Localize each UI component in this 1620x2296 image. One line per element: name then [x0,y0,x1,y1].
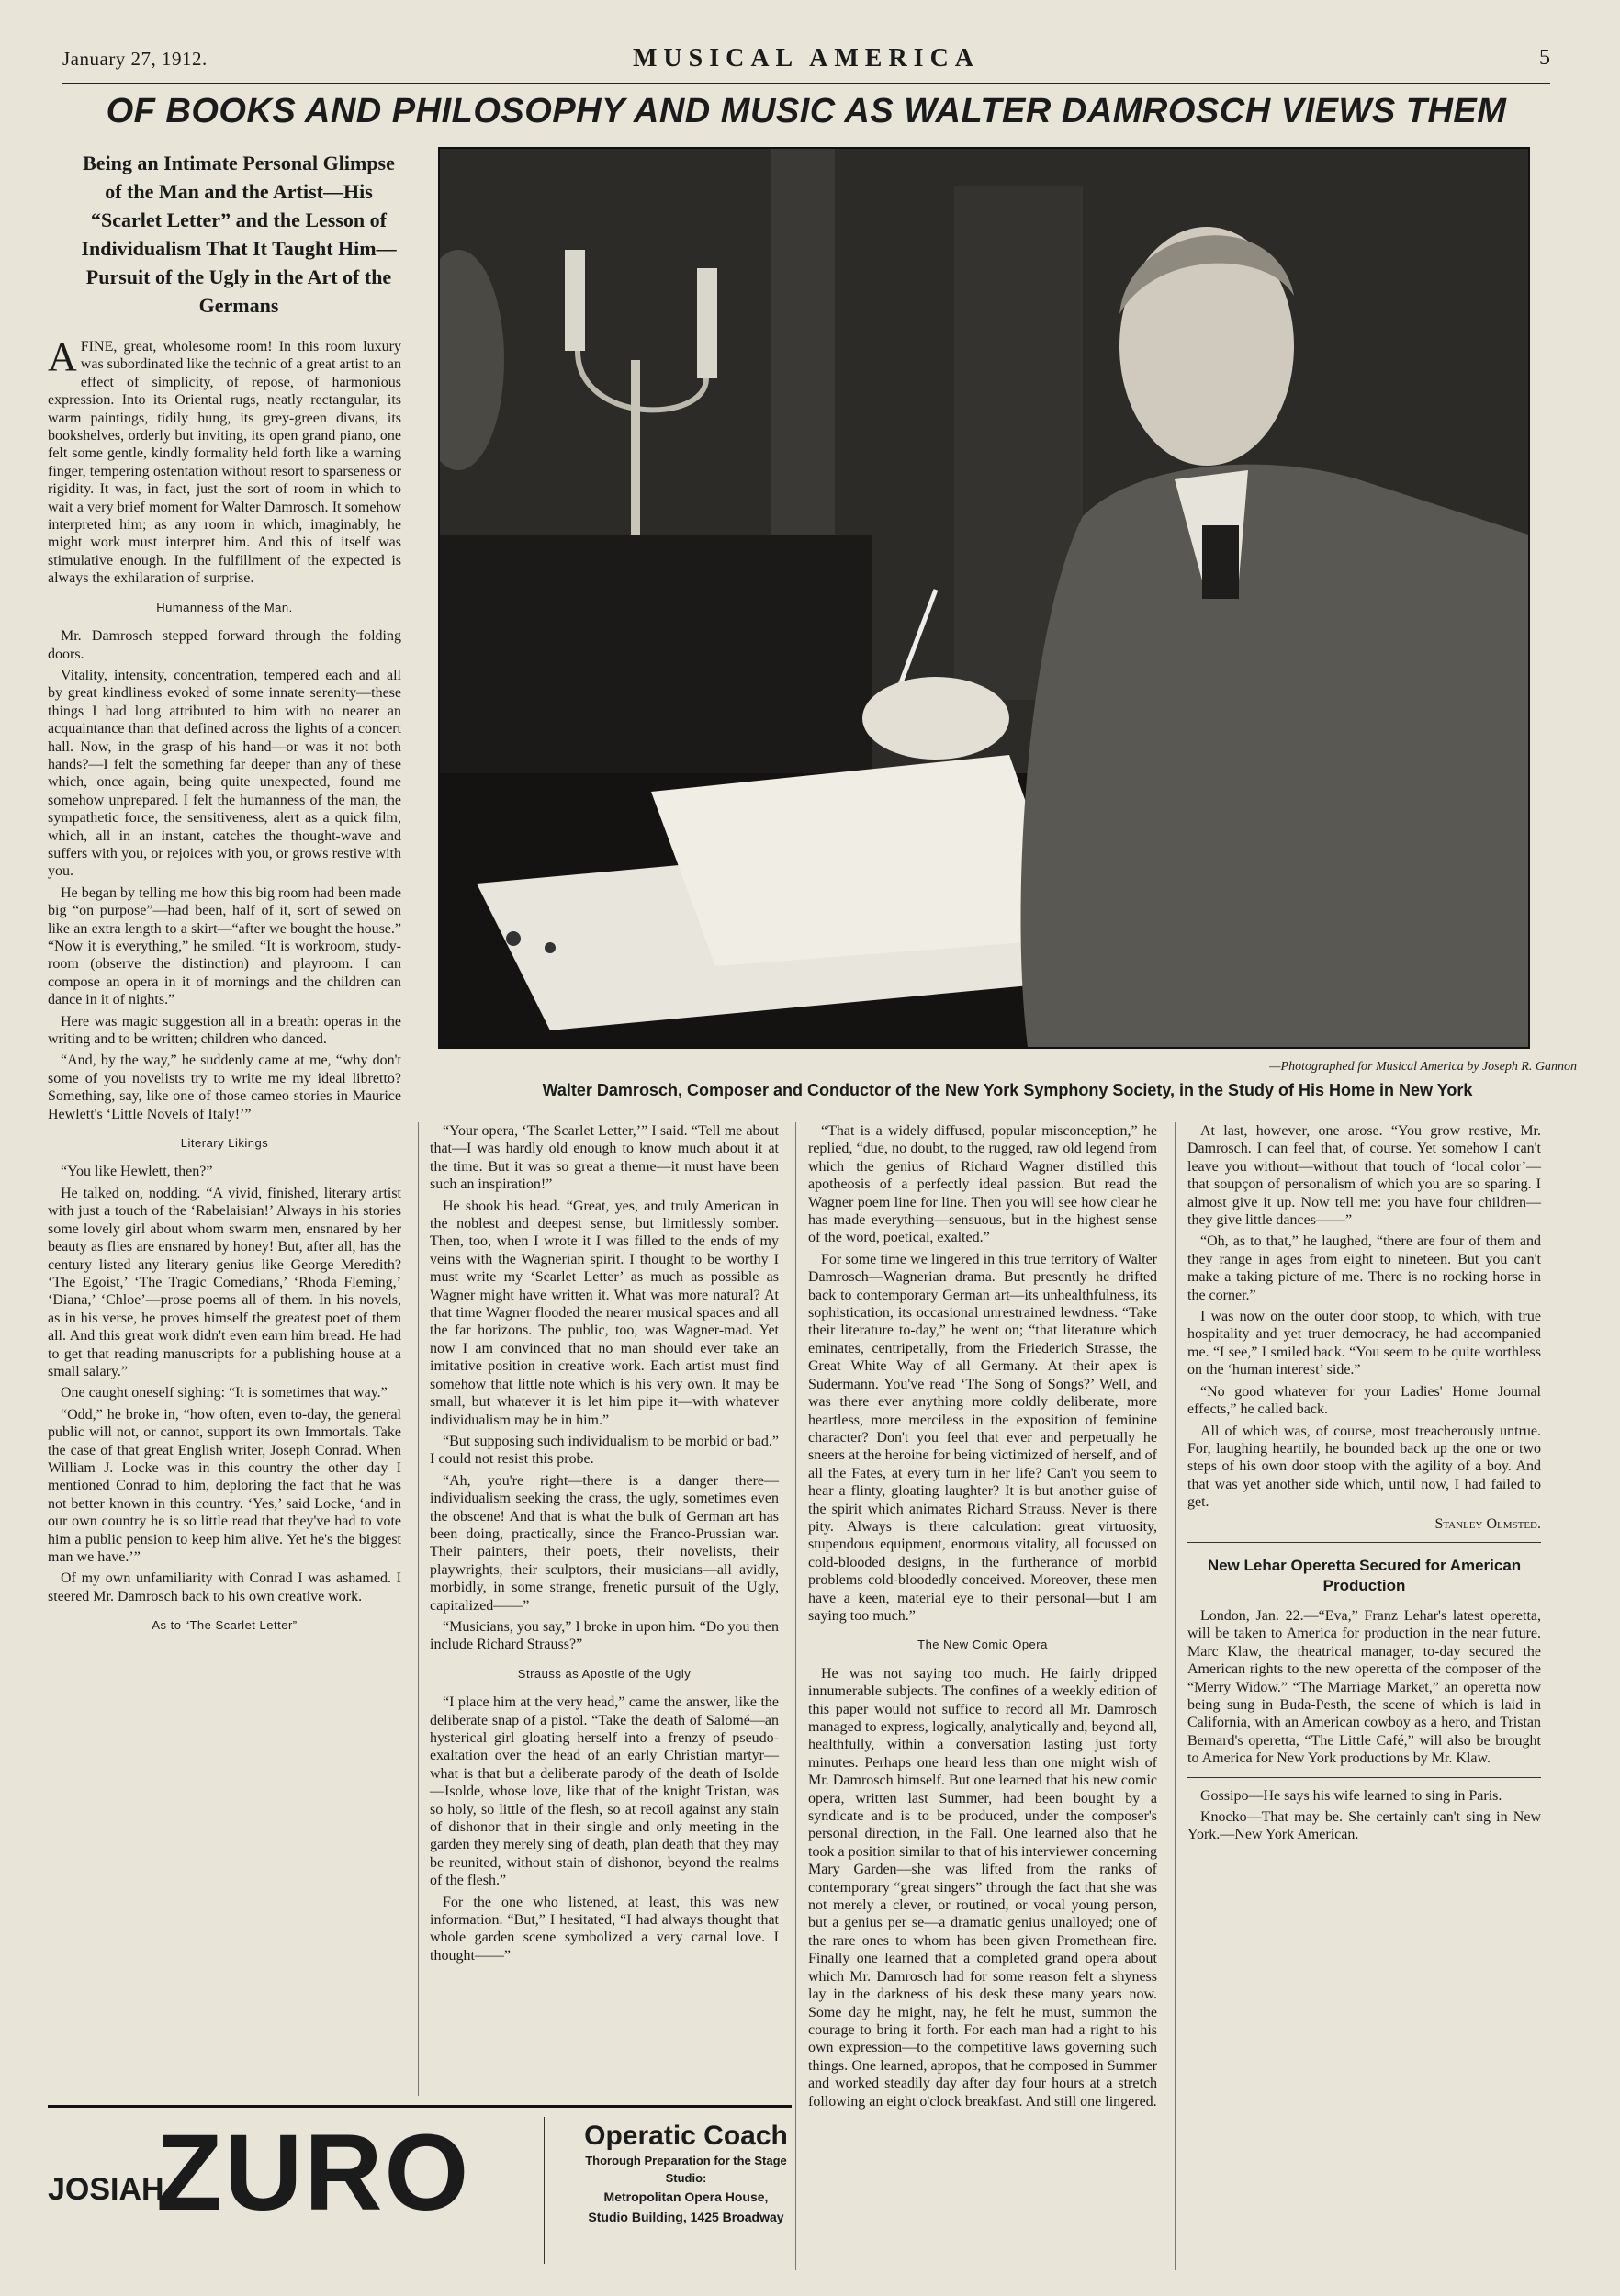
paragraph: For the one who listened, at least, this was new information. “But,” I hesitated, “I had always thought that whole garden scene symbolized a very carnal love. I thought——” [430,1894,779,1964]
ad-divider [544,2117,545,2264]
photo-caption: Walter Damrosch, Composer and Conductor of the New York Symphony Society, in the Study of His Home in New York [542,1081,1473,1099]
paragraph: I was now on the outer door stoop, to which, with true hospitality and yet truer democracy, he had accompanied me. “I see,” I smiled back. “You seem to be quite worthless on the ‘human interest’ side.” [1187,1309,1541,1379]
paragraph: “Odd,” he broke in, “how often, even to-day, the general public will not, or cannot, support its own Immortals. Take the case of that great English writer, Joseph Conrad. When William J. Locke was in this country the other day I mentioned Conrad to him, deploring the fact that he was not better known in this country. ‘Yes,’ said Locke, ‘and in our own country he is so little read that they've had to vote him a public pension to keep him alive. Yet he's the biggest man we have.’” [48,1406,401,1565]
paragraph: He began by telling me how this big room had been made big “on purpose”—had been, half of it, sort of sewed on like an extra length to a skirt—“after we bought the house.” “Now it is everything,” he smiled. “It is workroom, study-room (observe the distinction) and playroom. I can compose an opera in it of mornings and the children can dance in it of nights.” [48,884,401,1008]
paragraph: “And, by the way,” he suddenly came at me, “why don't some of you novelists try to write me my ideal libretto? Something, say, like one of those cameo stories in Maurice Hewlett's ‘Little Novels of Italy!’” [48,1052,401,1122]
joke-line: Gossipo—He says his wife learned to sing in Paris. [1200,1787,1502,1804]
paragraph: “That is a widely diffused, popular misconception,” he replied, “due, no doubt, to the rugged, raw old legend from which the genius of Richard Wagner distilled this apotheosis of a perfectly ideal passion. But read the Wagner poem line for line. Then you will see how clear he has made everything—sensuous, but in the highest sense of the word, poetical, exalted.” [808,1123,1157,1246]
paragraph: He talked on, nodding. “A vivid, finished, literary artist with just a touch of the ‘Rabelaisian!’ Always in his stories some lovely girl about whom swarm men, ensnared by her beauty as flies are ensnared by honey! But, after all, has the century listed any literary genius like George Meredith? ‘The Egoist,’ ‘The Tragic Comedians,’ ‘Rhoda Fleming,’ ‘Diana,’ ‘Chloe’—prose poems all of them. In his novels, as in his verse, he proves himself the greatest poet of them all. And this great work didn't even earn him bread. He had to get that reading manuscripts for a publishing house at a small salary.” [48,1185,401,1379]
paragraph: “But supposing such individualism to be morbid or bad.” I could not resist this probe. [430,1433,779,1468]
paragraph: “No good whatever for your Ladies' Home Journal effects,” he called back. [1187,1383,1541,1418]
ad-line: Studio: [665,2171,707,2185]
ad-address: Metropolitan Opera House, [603,2189,769,2204]
photo-credit: —Photographed for Musical America by Joseph R. Gannon [1269,1060,1577,1074]
ad-headline: Operatic Coach [584,2121,788,2151]
article-column-3 [808,1122,1157,2114]
paragraph: “You like Hewlett, then?” [61,1164,213,1180]
lehar-body: London, Jan. 22.—“Eva,” Franz Lehar's latest operetta, will be taken to America for production in the near future. Marc Klaw, the theatrical manager, to-day secured the American rights to the new operetta of the composer of the “Merry Widow.” “The Marriage Market,” an operetta now being sung in Buda-Pesth, the scene of which is laid in California, with an American cowboy as a hero, and Tristan Bernard's operetta, “The Little Café,” will also be brought to America for New York productions by Mr. Klaw. [1187,1607,1541,1767]
paragraph: Here was magic suggestion all in a breath: operas in the writing and to be written; children who danced. [48,1013,401,1048]
paragraph: Mr. Damrosch stepped forward through the folding doors. [48,628,401,662]
paragraph: “Musicians, you say,” I broke in upon him. “Do you then include Richard Strauss?” [430,1618,779,1653]
intro-text: FINE, great, wholesome room! In this room luxury was subordinated like the technic of a great artist to an effect of simplicity, of repose, of harmonious expression. Into its Oriental rugs, neatly rectangular, its warm paintings, tidily hung, its grey-green divans, its bookshelves, orderly but inviting, its open grand piano, one felt some gentle, kindly formality held forth like a warning finger, tempering ostentation without resort to sparseness or rigidity. It was, in fact, just the sort of room in which to wait a very brief moment for Walter Damrosch. It somehow interpreted him; as any room in which, imaginably, he might work must interpret him. And this of itself was stimulative enough. In the fulfillment of the expected is always the exhilaration of surprise. [48,339,401,587]
ad-line: Thorough Preparation for the Stage [585,2154,787,2167]
paragraph: “I place him at the very head,” came the answer, like the deliberate snap of a pistol. “Take the death of Salomé—an hysterical girl gloating herself into a frenzy of pseudo-exaltation over the head of an early Christian martyr—what is that but a deliberate parody of the death of Isolde—Isolde, whose love, like that of the knight Tristan, was so holy, so little of the flesh, so at recoil against any stain of dishonor that in their single and only meeting in the garden they merely sing of death, plan death that they may be reunited, without stain of dishonor, beyond the realms of the flesh.” [430,1694,779,1889]
paragraph: Of my own unfamiliarity with Conrad I was ashamed. I steered Mr. Damrosch back to his own creative work. [48,1570,401,1604]
drop-cap: A [48,334,77,379]
ad-address: Studio Building, 1425 Broadway [588,2210,784,2224]
intro-paragraph [48,334,401,588]
zuro-advertisement [48,2105,792,2273]
section-divider [1187,1777,1541,1778]
page-headline: OF BOOKS AND PHILOSOPHY AND MUSIC AS WALTER DAMROSCH VIEWS THEM [106,92,1507,130]
column-rule [795,1122,796,2270]
author-signature: Stanley Olmsted. [1434,1515,1541,1532]
paragraph: He shook his head. “Great, yes, and truly American in the noblest and deepest sense, but limitlessly somber. Then, too, when I wrote it I was filled to the ends of my veins with the Wagnerian spirit. I thought to be worthy I must write my ‘Scarlet Letter’ as much as possible as Wagner might have written it. What was more natural? At that time Wagner flooded the nearer musical spaces and all the far horizons. The public, too, was Wagner-mad. Yet now I am convinced that no man should ever take an imitative position in creative work. Each artist must find somehow that little note which is his very own. It may be small, but whatever it is let him pipe it—with whatever individualism may be in him.” [430,1198,779,1428]
joke-line: Knocko—That may be. She certainly can't sing in New York.—New York American. [1187,1809,1541,1843]
ad-last-name: ZURO [156,2112,471,2234]
damrosch-photograph [438,147,1530,1049]
subhead-strauss: Strauss as Apostle of the Ugly [517,1666,692,1681]
paragraph: “Your opera, ‘The Scarlet Letter,’” I said. “Tell me about that—I was hardly old enough to know much about it at the time. But it was so great a theme—it must have been such an inspiration!” [430,1123,779,1193]
column-rule [418,1122,419,2096]
publication-title: MUSICAL AMERICA [632,44,981,73]
subhead-scarlet-letter: As to “The Scarlet Letter” [152,1618,298,1633]
article-column-4 [1187,1122,1541,1848]
paragraph: He was not saying too much. He fairly dripped innumerable subjects. The confines of a weekly edition of this paper would not suffice to record all Mr. Damrosch managed to express, logically, analytically and, beyond all, healthfully, within a conversation lasting just forty minutes. Perhaps one heard less than one might wish of Mr. Damrosch himself. But one learned that his new comic opera, written last Summer, had been bought by a syndicate and is to be produced, under the composer's personal direction, in the Fall. One learned also that he took a position similar to that of his interviewer concerning Mary Garden—she was lifted from the ranks of contemporary “great singers” through the fact that she was not merely a clever, or routined, or vocal young person, but a genius per se—a dramatic genius unalloyed; one of the rare ones to whom has been given Promethean fire. Finally one learned that a completed grand opera about which Mr. Damrosch had for some reason felt a shyness lay in the darkness of his desk these many years now. Some day he might, nay, he felt he must, summon the courage to bring it forth. For each man had a right to his own expression—to the competitive laws governing such things. One learned, apropos, that he composed in Summer and worked steadily day after day four hours at a stretch following an eight o'clock breakfast. And still one lingered. [808,1665,1157,2110]
paragraph: “Ah, you're right—there is a danger there—individualism seeking the crass, the ugly, sometimes even the obscene! And that is what the bulk of German art has been doing, practically, since the Franco-Prussian war. Their painters, their poets, their novelists, their playwrights, their sculptors, their musicians—all avidly, morbidly, in some strange, frenetic pursuit of the Ugly, capitalized——” [430,1472,779,1614]
article-column-1 [48,334,401,1646]
ad-details [557,2121,815,2227]
paragraph: At last, however, one arose. “You grow restive, Mr. Damrosch. I can feel that, of course. Yet somehow I can't leave you without—without that touch of ‘local color’—that soupçon of personalism of which you are so sparing. I almost give it up. Now tell me: you have four children—they give little dances——” [1187,1123,1541,1229]
paragraph: For some time we lingered in this true territory of Walter Damrosch—Wagnerian drama. But presently he drifted back to contemporary German art—its unhealthfulness, its sophistication, its occasional unrestrained lewdness. “Take their literature to-day,” he went on; “that literature which eminates, centripetally, from the Friederich Strasse, the Great White Way of all Germany. At their apex is Sudermann. You've read ‘The Song of Songs?’ Well, and was there ever anything more coldly deliberate, more heartless, more merciless in the exposition of feminine character? Don't you feel that ever and perpetually he sneers at the heroine for being victimized of herself, and of all the Fates, at every turn in her life? Can't you seem to hear a flinty, gloating laughter? It is but another guise of the spirit which animates Richard Strauss. Never is there pity. Always is there calculation: great virtuosity, stupendous equipment, enormous vitality, all focussed on cold-blooded designs, in the furtherance of morbid problems cold-bloodedly conceived. Moreover, these men have a keen, material eye to their personal—but I am saying too much.” [808,1251,1157,1624]
paragraph: All of which was, of course, most treacherously untrue. For, laughing heartily, he bounded back up the one or two steps of his own door stoop with the agility of a boy. And that was yet another side which, until now, I had failed to get. [1187,1423,1541,1511]
article-deck: Being an Intimate Personal Glimpse of the Man and the Artist—His “Scarlet Letter” and the Lesson of Individualism That It Taught Him—Pursuit of the Ugly in the Art of the Germans [81,152,397,317]
subhead-literary-likings: Literary Likings [180,1136,269,1151]
masthead [62,42,1550,79]
paragraph: Vitality, intensity, concentration, tempered each and all by great kindliness evoked of some innate serenity—these things I had long attributed to him with no nearer an acquaintance than that defined across the lights of a concert hall. Now, in the grasp of his hand—or was it not both hands?—I felt the something far deeper than any of these which, once again, being quite unexpected, found me somehow unprepared. I felt the humanness of the man, the sympathetic force, the sensitiveness, alert as a quick film, which, all in an instant, catches the thought-wave and suffers with you, or rejoices with you, or grows restive with you. [48,667,401,880]
masthead-rule [62,83,1550,84]
section-divider [1187,1542,1541,1543]
paragraph: One caught oneself sighing: “It is sometimes that way.” [61,1385,388,1401]
issue-date: January 27, 1912. [62,48,208,70]
page-number: 5 [1539,46,1550,70]
paragraph: “Oh, as to that,” he laughed, “there are four of them and they range in ages from eight to nineteen. But you can't make a taking picture of me. There is no rocking horse in the corner.” [1187,1233,1541,1303]
article-column-2 [430,1122,779,1968]
ad-first-name: JOSIAH [48,2172,164,2207]
column-rule [1175,1122,1176,2270]
subhead-comic-opera: The New Comic Opera [917,1638,1048,1652]
lehar-headline: New Lehar Operetta Secured for American Production [1207,1556,1522,1594]
subhead-humanness: Humanness of the Man. [156,600,293,614]
photo-illustration [440,149,1528,1047]
